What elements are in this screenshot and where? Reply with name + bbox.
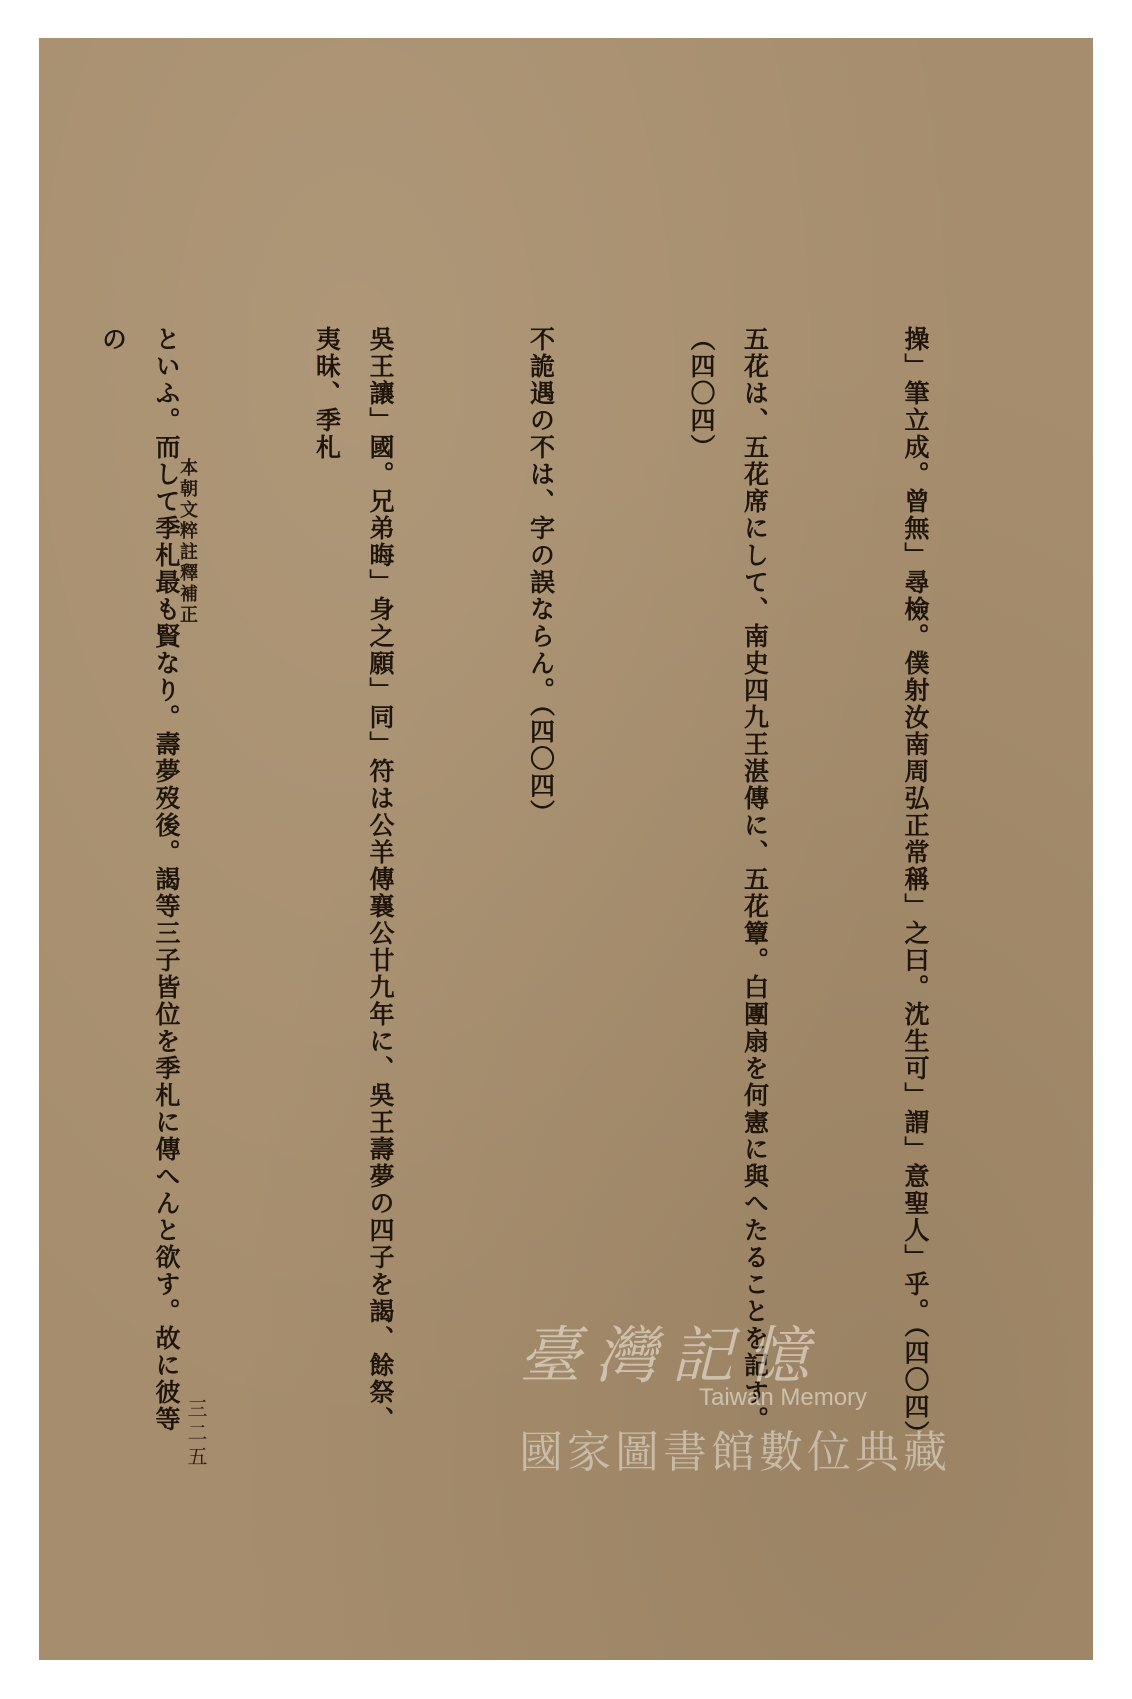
- text-column: 不詭遇の不は、字の誤ならん。（四〇四）: [526, 326, 556, 827]
- document-page: [39, 38, 1093, 1660]
- book-title: 本朝文粹註釋補正: [177, 458, 198, 626]
- watermark-english-text: Taiwan Memory: [699, 1384, 868, 1411]
- watermark-logo-text: 臺灣記憶: [519, 1319, 824, 1392]
- text-column: 操」筆立成。曾無」尋檢。僕射汝南周弘正常稱」之曰。沈生可」謂」意聖人」乎。（四〇四）: [901, 326, 930, 1448]
- text-column: といふ。而して季札最も賢なり。壽夢歿後。謁等三子皆位を季札に傳へんと欲す。故に彼等の: [98, 326, 181, 1433]
- text-column: 五花は、五花席にして、南史四九王湛傳に、五花簟。白團扇を何憲に與へたることを記す。（四〇四）: [687, 326, 770, 1433]
- page-number: 三二五: [184, 1398, 208, 1470]
- text-column: 吳王讓」國。兄弟晦」身之願」同」符は公羊傳襄公廿九年に、吳王壽夢の四子を謁、餘祭、夷昧、季札: [312, 326, 395, 1433]
- watermark-library-text: 國家圖書館數位典藏: [519, 1427, 951, 1478]
